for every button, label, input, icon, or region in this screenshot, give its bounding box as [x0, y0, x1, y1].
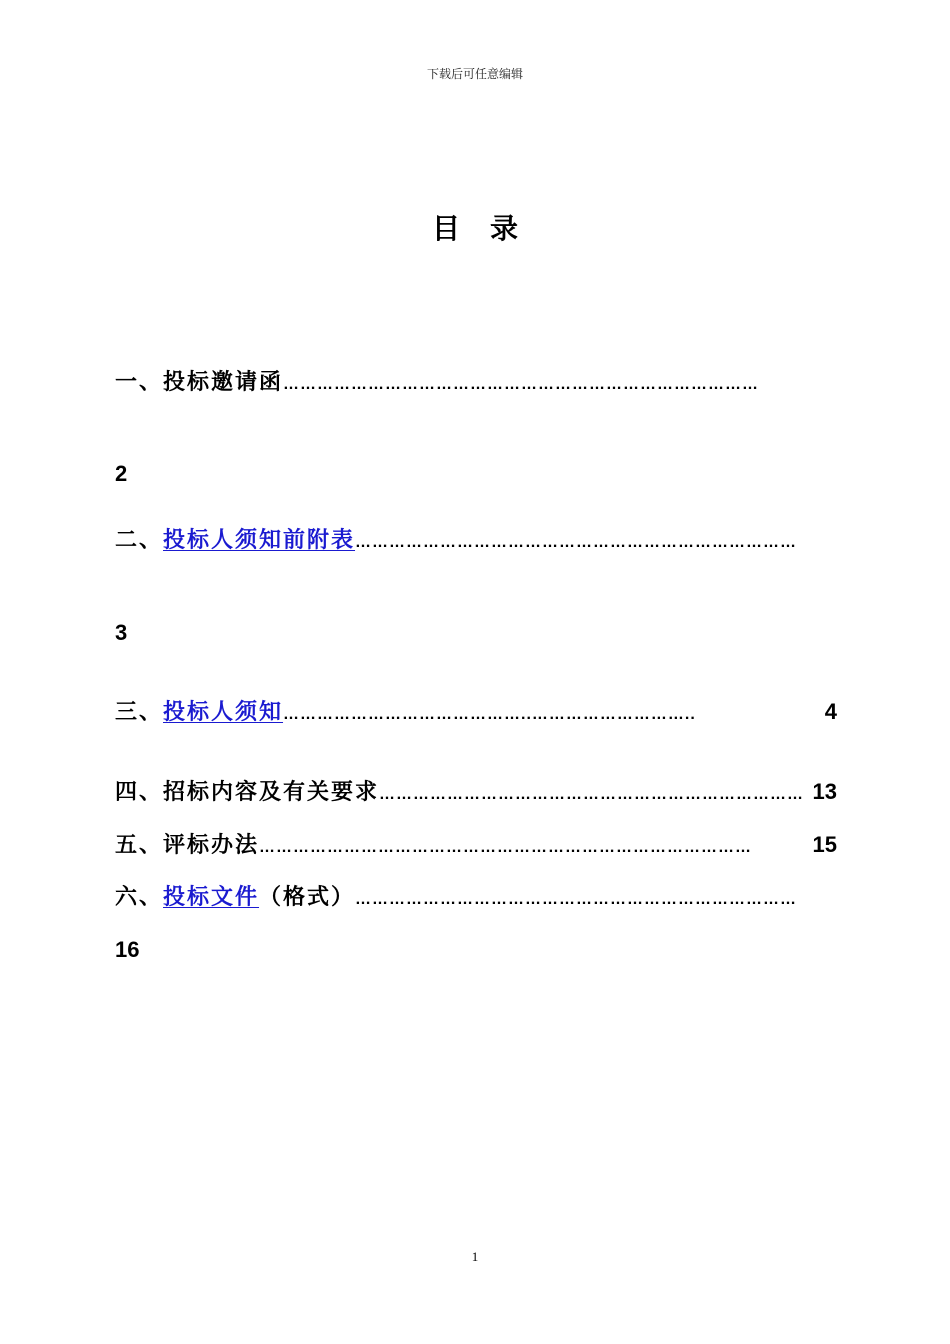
toc-entry-label: 三、投标人须知	[115, 700, 284, 725]
header-note: 下载后可任意编辑	[426, 67, 523, 81]
toc-page-number: 3	[115, 620, 128, 645]
toc-entry-bid-documents[interactable]	[115, 881, 837, 915]
toc-entry-label: 二、投标人须知前附表	[115, 528, 356, 553]
toc-link[interactable]: 投标文件	[163, 885, 260, 910]
toc-entry-bidder-notice[interactable]	[115, 695, 837, 729]
toc-page-number: 4	[824, 699, 837, 724]
toc-entry-evaluation-method[interactable]	[115, 828, 837, 862]
toc-entry-label: 五、评标办法	[115, 833, 260, 858]
toc-entry-label: 一、投标邀请函	[115, 370, 284, 395]
toc-page-number: 15	[812, 832, 837, 857]
toc-entry-bidder-notice-table[interactable]	[115, 524, 837, 558]
toc-entry-tender-content[interactable]	[115, 775, 837, 809]
footer-page-number: 1	[471, 1249, 479, 1264]
toc-entry-label: 四、招标内容及有关要求	[115, 780, 380, 805]
page-title: 目录	[431, 212, 548, 245]
toc-page-number: 2	[115, 461, 128, 486]
toc-page-number: 13	[812, 779, 837, 804]
toc-entry-label: 六、投标文件（格式）	[115, 885, 356, 910]
toc-page-number: 16	[115, 937, 140, 962]
toc-leader-dots: ……………………………………………………………………	[355, 534, 798, 551]
toc-link[interactable]: 投标人须知前附表	[163, 528, 356, 553]
toc-leader-dots: ……………………………………………………………………	[355, 891, 798, 908]
toc-leader-dots: ……………………………………………………………………………	[259, 839, 753, 856]
toc-leader-dots: …………………………………………………………………	[379, 786, 805, 803]
toc-leader-dots: …………………………………………………………………………	[283, 376, 760, 393]
toc-entry-invitation[interactable]	[115, 366, 837, 400]
toc-leader-dots: ……………………………………..………………………..	[283, 706, 696, 723]
toc-link[interactable]: 投标人须知	[163, 700, 284, 725]
